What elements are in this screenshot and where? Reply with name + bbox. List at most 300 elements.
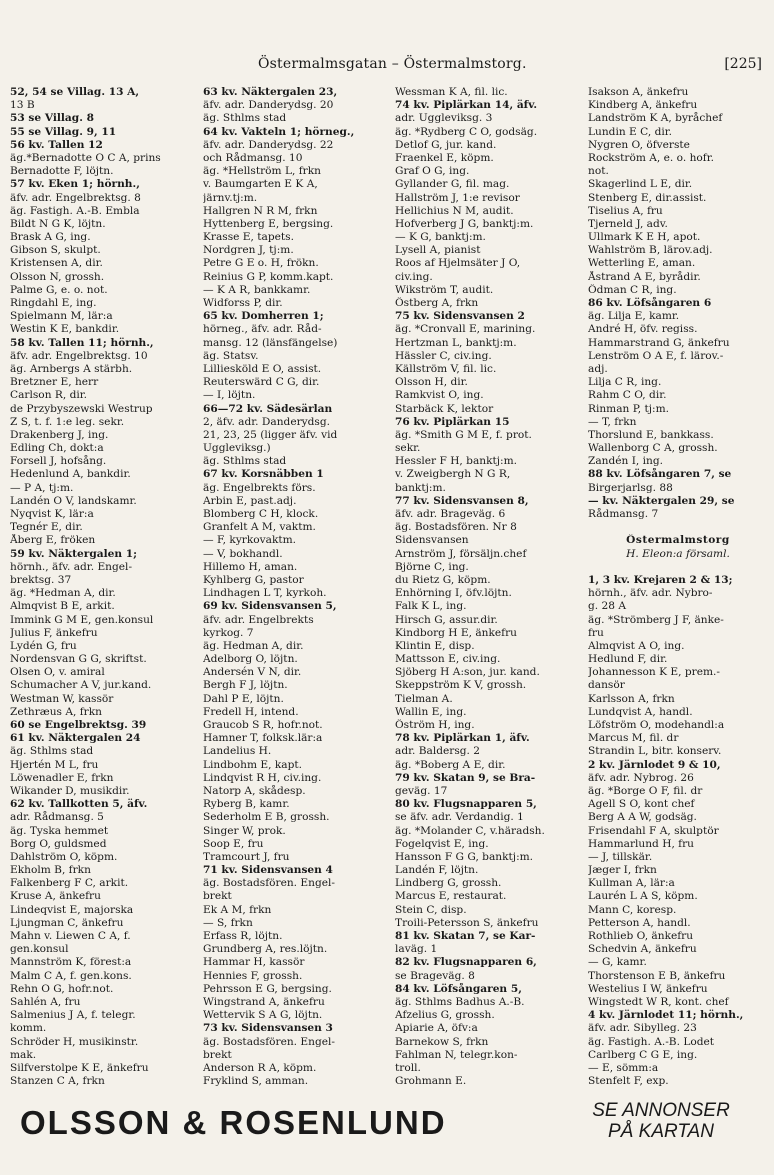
directory-entry-line: Ryberg B, kamr. <box>203 798 290 811</box>
directory-entry-line: äg. *Smith G M E, f. prot. <box>395 428 532 441</box>
directory-entry-line: Ullmark K E H, apot. <box>588 231 701 244</box>
directory-entry-line: Johannesson K E, prem.- <box>588 666 720 679</box>
directory-entry-line: Mannström K, förest:a <box>10 956 132 969</box>
directory-entry-line: äg. Sthlms stad <box>10 745 94 758</box>
directory-entry-line: Schumacher A V, jur.kand. <box>10 679 152 692</box>
directory-entry-line: Westman W, kassör <box>10 692 114 705</box>
directory-entry-line: 80 kv. Flugsnapparen 5, <box>395 798 537 811</box>
directory-entry-line: v. Baumgarten E K A, <box>203 178 318 191</box>
directory-column-2 <box>203 86 383 1088</box>
directory-entry-line: g. 28 A <box>588 600 627 613</box>
directory-entry-line: Uggleviksg.) <box>203 442 271 455</box>
directory-entry-line: Ekholm B, frkn <box>10 864 91 877</box>
directory-entry-line: Hammar H, kassör <box>203 956 305 969</box>
directory-entry-line: Karlsson A, frkn <box>588 692 675 705</box>
directory-entry-line: Z S, t. f. 1:e leg. sekr. <box>10 415 125 428</box>
directory-entry-line: Thorslund E, bankkass. <box>588 428 714 441</box>
directory-entry-line: Agell S O, kont chef <box>588 798 695 811</box>
directory-entry-line: Lysell A, pianist <box>395 244 481 257</box>
directory-entry-line: Lydén G, fru <box>10 639 77 652</box>
directory-entry-line: adr. Baldersg. 2 <box>395 745 481 758</box>
ad-line-2: PÅ KARTAN <box>608 1121 714 1142</box>
directory-entry-line: Mahn v. Liewen C A, f. <box>10 930 131 942</box>
directory-entry-line: Palme G, e. o. not. <box>10 283 108 296</box>
directory-entry-line: Hässler C, civ.ing. <box>395 349 492 362</box>
section-subheading: H. Eleon:a församl. <box>626 547 730 560</box>
directory-entry-line: Landström K A, byråchef <box>588 112 723 125</box>
directory-column-4 <box>588 86 768 1088</box>
directory-entry-line: Nordensvan G G, skriftst. <box>10 653 147 666</box>
directory-entry-line: Malm C A, f. gen.kons. <box>10 969 132 982</box>
directory-entry-line: Borg O, guldsmed <box>10 837 107 850</box>
directory-entry-line: Carlberg C G E, ing. <box>588 1048 698 1061</box>
directory-entry-line: dansör <box>588 679 625 692</box>
directory-entry-line: äg. Bostadsfören. Engel- <box>203 877 335 890</box>
directory-entry-line: 55 se Villag. 9, 11 <box>10 125 117 138</box>
directory-entry-line: v. Zweigbergh N G R, <box>395 468 511 481</box>
directory-entry-line: Julius F, änkefru <box>10 626 98 639</box>
directory-entry-line: — I, löjtn. <box>203 389 256 402</box>
directory-entry-line: Dahl P E, löjtn. <box>203 692 284 705</box>
directory-entry-line: Bildt N G K, löjtn. <box>10 217 106 230</box>
directory-entry-line: Fredell H, intend. <box>203 705 299 718</box>
directory-entry-line: Lenström O A E, f. lärov.- <box>588 349 724 362</box>
directory-entry-line: — E, sömm:a <box>588 1061 659 1074</box>
directory-entry-line: Hennies F, grossh. <box>203 969 303 982</box>
directory-entry-line: äg. Bostadsfören. Nr 8 <box>395 521 517 534</box>
directory-entry-line: Zethræus A, frkn <box>10 705 102 718</box>
directory-entry-line: äg. Fastigh. A.-B. Embla <box>10 204 140 217</box>
directory-entry-line: Frisendahl F A, skulptör <box>588 824 719 837</box>
directory-entry-line: Reinius G P, komm.kapt. <box>203 270 334 283</box>
directory-entry-line: 62 kv. Tallkotten 5, äfv. <box>10 798 148 811</box>
directory-entry-line: Lilja C R, ing. <box>588 376 662 389</box>
directory-entry-line: Roos af Hjelmsäter J O, <box>395 257 521 270</box>
directory-entry-line: fru <box>588 626 604 639</box>
directory-entry-line: 81 kv. Skatan 7, se Kar- <box>395 930 536 942</box>
ad-notice <box>566 1100 756 1142</box>
directory-entry-line: se Brageväg. 8 <box>395 969 475 982</box>
directory-entry-line: Rehn O G, hofr.not. <box>10 982 114 995</box>
page-title: Östermalmsgatan – Östermalmstorg. <box>258 56 527 72</box>
directory-entry-line: äg. Sthlms Badhus A.-B. <box>395 995 525 1008</box>
directory-entry-line: Hansson F G G, banktj:m. <box>395 850 534 863</box>
page-number: [225] <box>724 56 762 72</box>
directory-entry-line: 60 se Engelbrektsg. 39 <box>10 719 147 731</box>
directory-entry-line: troll. <box>395 1061 421 1074</box>
directory-entry-line: Lindeqvist E, majorska <box>10 903 134 916</box>
directory-entry-line: 53 se Villag. 8 <box>10 112 94 125</box>
directory-entry-line: 63 kv. Näktergalen 23, <box>203 86 338 98</box>
directory-entry-line: Lindqvist R H, civ.ing. <box>203 771 322 784</box>
directory-entry-line: 58 kv. Tallen 11; hörnh., <box>10 336 154 349</box>
directory-entry-line: — F, kyrkovaktm. <box>203 534 297 547</box>
directory-entry-line: 64 kv. Vakteln 1; hörneg., <box>203 125 355 138</box>
directory-entry-line: Barnekow S, frkn <box>395 1035 489 1048</box>
directory-entry-line: Wallenborg C A, grossh. <box>588 442 718 455</box>
directory-entry-line: äg. Fastigh. A.-B. Lodet <box>588 1035 715 1048</box>
directory-entry-line: Rinman P, tj:m. <box>588 402 669 415</box>
directory-entry-line: järnv.tj:m. <box>203 191 258 204</box>
directory-entry-line: Wingstedt W R, kont. chef <box>588 995 729 1008</box>
directory-entry-line: äfv. adr. Sibylleg. 23 <box>588 1022 697 1035</box>
directory-entry-line: mak. <box>10 1048 37 1061</box>
directory-entry-line: Kristensen A, dir. <box>10 257 103 270</box>
directory-entry-line: 78 kv. Piplärkan 1, äfv. <box>395 732 530 745</box>
directory-entry-line: Ringdahl E, ing. <box>10 297 97 309</box>
directory-entry-line: Dahlström O, köpm. <box>10 850 118 863</box>
directory-entry-line: Kindberg A, änkefru <box>588 99 698 112</box>
directory-entry-line: äg. *Hedman A, dir. <box>10 587 116 600</box>
directory-entry-line: och Rådmansg. 10 <box>203 151 303 164</box>
directory-entry-line: komm. <box>10 1022 47 1035</box>
directory-entry-line: Sederholm E B, grossh. <box>203 811 330 824</box>
directory-entry-line: äfv. adr. Engelbrekts <box>203 613 314 626</box>
directory-entry-line: sekr. <box>395 442 421 455</box>
directory-entry-line: Granfelt A M, vaktm. <box>203 521 316 534</box>
directory-entry-line: 77 kv. Sidensvansen 8, <box>395 494 529 507</box>
directory-entry-line: Sidensvansen <box>395 534 469 547</box>
directory-entry-line: not. <box>588 165 609 178</box>
directory-entry-line: Singer W, prok. <box>203 824 286 837</box>
directory-entry-line: — K A R, bankkamr. <box>203 283 311 296</box>
directory-entry-line: Hessler F H, banktj:m. <box>395 455 518 468</box>
directory-entry-line: Landelius H. <box>203 745 272 758</box>
directory-entry-line: 79 kv. Skatan 9, se Bra- <box>395 771 536 784</box>
ad-line-1: SE ANNONSER <box>592 1100 730 1121</box>
directory-entry-line: Öström H, ing. <box>395 719 475 731</box>
directory-entry-line: Mattsson E, civ.ing. <box>395 653 501 666</box>
directory-entry-line: Hammarlund H, fru <box>588 837 694 850</box>
directory-entry-line: Björne C, ing. <box>395 560 469 573</box>
directory-entry-line: 69 kv. Sidensvansen 5, <box>203 600 337 613</box>
directory-entry-line: Grundberg A, res.löjtn. <box>203 943 328 956</box>
directory-entry-line: Starbäck K, lektor <box>395 402 494 415</box>
directory-entry-line: Fryklind S, amman. <box>203 1075 309 1088</box>
directory-entry-line: Löwenadler E, frkn <box>10 771 114 784</box>
directory-entry-line: Falk K L, ing. <box>395 600 467 613</box>
brand-banner: OLSSON & ROSENLUND <box>20 1104 447 1141</box>
directory-entry-line: adr. Rådmansg. 5 <box>10 811 104 824</box>
directory-entry-line: Kyhlberg G, pastor <box>203 573 304 586</box>
directory-entry-line: hörneg., äfv. adr. Råd- <box>203 323 322 336</box>
directory-entry-line: Hamner T, folksk.lär:a <box>203 732 323 745</box>
directory-entry-line: Klintin E, disp. <box>395 639 475 652</box>
directory-entry-line: Hellichius N M, audit. <box>395 204 514 217</box>
directory-entry-line: Troili-Petersson S, änkefru <box>395 916 539 929</box>
directory-entry-line: Rothlieb O, änkefru <box>588 930 694 942</box>
directory-entry-line: 76 kv. Piplärkan 15 <box>395 415 510 428</box>
directory-column-1 <box>10 86 190 1088</box>
directory-entry-line: adr. Uggleviksg. 3 <box>395 112 493 125</box>
directory-entry-line: Wingstrand A, änkefru <box>203 995 325 1008</box>
directory-entry-line: Enhörning I, öfv.löjtn. <box>395 587 512 600</box>
page-header <box>0 56 774 78</box>
directory-entry-line: Gyllander G, fil. mag. <box>395 178 510 191</box>
directory-entry-line: Bergh F J, löjtn. <box>203 679 288 692</box>
directory-entry-line: brektsg. 37 <box>10 573 72 586</box>
directory-entry-line: äg. *Molander C, v.häradsh. <box>395 824 545 837</box>
directory-entry-line: 52, 54 se Villag. 13 A, <box>10 86 140 98</box>
directory-entry-line: Åstrand A E, byrådir. <box>588 270 701 283</box>
directory-entry-line: Ljungman C, änkefru <box>10 916 124 929</box>
directory-entry-line: Spielmann M, lär:a <box>10 310 113 323</box>
directory-entry-line: — G, kamr. <box>588 956 647 969</box>
directory-entry-line: civ.ing. <box>395 270 433 283</box>
directory-entry-line: Ödman C R, ing. <box>588 283 677 296</box>
directory-entry-line: Tiselius A, fru <box>588 204 663 217</box>
advertisement-footer <box>0 1100 774 1160</box>
directory-entry-line: 74 kv. Piplärkan 14, äfv. <box>395 99 538 112</box>
directory-entry-line: Blomberg C H, klock. <box>203 508 319 520</box>
directory-entry-line: banktj:m. <box>395 481 446 494</box>
directory-entry-line: Petterson A, handl. <box>588 916 691 929</box>
directory-entry-line: Åberg E, fröken <box>10 534 96 547</box>
directory-entry-line: Immink G M E, gen.konsul <box>10 613 154 626</box>
directory-entry-line: adj. <box>588 362 608 375</box>
directory-entry-line: Wikström T, audit. <box>395 283 494 296</box>
directory-entry-line: Skagerlind L E, dir. <box>588 178 693 191</box>
directory-entry-line: 2 kv. Järnlodet 9 & 10, <box>588 758 721 771</box>
directory-entry-line: 82 kv. Flugsnapparen 6, <box>395 956 537 969</box>
directory-entry-line: Wettervik S A G, löjtn. <box>203 1009 323 1022</box>
directory-entry-line: Anderson R A, köpm. <box>203 1061 317 1074</box>
directory-entry-line: Erfass R, löjtn. <box>203 930 283 942</box>
directory-entry-line: Fogelqvist E, ing. <box>395 837 489 850</box>
directory-entry-line: Thorstenson E B, änkefru <box>588 969 726 982</box>
directory-entry-line: 65 kv. Domherren 1; <box>203 310 324 323</box>
directory-entry-line: Reuterswärd C G, dir. <box>203 376 320 389</box>
directory-entry-line: äg. Arnbergs A stärbh. <box>10 362 133 375</box>
directory-entry-line: Almqvist B E, arkit. <box>10 600 115 613</box>
directory-entry-line: äg. Sthlms stad <box>203 112 287 125</box>
directory-entry-line: — V, bokhandl. <box>203 547 283 560</box>
directory-entry-line: Olsen O, v. amiral <box>10 666 105 679</box>
directory-entry-line: de Przybyszewski Westrup <box>10 402 153 415</box>
directory-entry-line: Bretzner E, herr <box>10 376 99 389</box>
directory-entry-line: Hertzman L, banktj:m. <box>395 336 517 349</box>
directory-entry-line: 61 kv. Näktergalen 24 <box>10 732 141 745</box>
directory-entry-line: äg. Sthlms stad <box>203 455 287 468</box>
directory-entry-line: Grohmann E. <box>395 1075 467 1088</box>
directory-entry-line: geväg. 17 <box>395 784 448 797</box>
directory-entry-line: Kindborg H E, änkefru <box>395 626 517 639</box>
directory-entry-line: Hallgren N R M, frkn <box>203 204 318 217</box>
directory-entry-line: Stenfelt F, exp. <box>588 1075 669 1088</box>
directory-entry-line: äg. Statsv. <box>203 349 259 362</box>
directory-entry-line: Forsell J, hofsång. <box>10 455 107 468</box>
directory-entry-line: Hirsch G, assur.dir. <box>395 613 498 626</box>
directory-entry-line: äg. Tyska hemmet <box>10 824 109 837</box>
directory-entry-line: 1, 3 kv. Krejaren 2 & 13; <box>588 573 733 586</box>
directory-entry-line: 13 B <box>10 99 35 112</box>
directory-entry-line: Krasse E, tapets. <box>203 231 294 244</box>
directory-entry-line: Källström V, fil. lic. <box>395 362 497 375</box>
directory-entry-line: Skeppström K V, grossh. <box>395 679 527 692</box>
directory-entry-line: äg. Engelbrekts förs. <box>203 481 316 494</box>
directory-entry-line: — K G, banktj:m. <box>395 231 486 244</box>
directory-column-3 <box>395 86 575 1088</box>
directory-entry-line: Wessman K A, fil. lic. <box>395 86 508 98</box>
directory-entry-line: Tegnér E, dir. <box>10 521 83 534</box>
directory-entry-line: äg. *Strömberg J F, änke- <box>588 613 724 626</box>
directory-entry-line: Nordgren J, tj:m. <box>203 244 294 257</box>
directory-entry-line: du Rietz G, köpm. <box>395 573 491 586</box>
directory-entry-line: Nyqvist K, lär:a <box>10 508 94 520</box>
directory-entry-line: äfv. adr. Nybrog. 26 <box>588 771 694 784</box>
directory-entry-line: 84 kv. Löfsångaren 5, <box>395 982 522 995</box>
directory-entry-line: Birgerjarlsg. 88 <box>588 481 673 494</box>
directory-entry-line: 66—72 kv. Sädesärlan <box>203 402 333 415</box>
directory-entry-line: Hedlund F, dir. <box>588 653 668 666</box>
directory-entry-line: Graf O G, ing. <box>395 165 470 178</box>
directory-entry-line: Sahlén A, fru <box>10 995 81 1008</box>
directory-entry-line: äfv. adr. Danderydsg. 20 <box>203 99 334 112</box>
directory-entry-line: äg. *Rydberg C O, godsäg. <box>395 125 538 138</box>
directory-entry-line: Wikander D, musikdir. <box>10 784 130 797</box>
directory-entry-line: Lundin E C, dir. <box>588 125 673 138</box>
directory-entry-line: Bernadotte F, löjtn. <box>10 165 114 178</box>
directory-entry-line: hörnh., äfv. adr. Nybro- <box>588 587 713 600</box>
directory-entry-line: Zandén I, ing. <box>588 455 664 468</box>
directory-entry-line: — P A, tj:m. <box>10 481 74 494</box>
directory-entry-line: Afzelius G, grossh. <box>395 1009 495 1022</box>
directory-entry-line: — kv. Näktergalen 29, se <box>588 494 735 507</box>
directory-entry-line: brekt <box>203 890 232 903</box>
directory-entry-line: Hjertén M L, fru <box>10 758 99 771</box>
directory-entry-line: André H, öfv. regiss. <box>588 323 698 336</box>
directory-entry-line: Silfverstolpe K E, änkefru <box>10 1061 149 1074</box>
directory-entry-line: Lindhagen L T, kyrkoh. <box>203 587 327 600</box>
directory-entry-line: Landén O V, landskamr. <box>10 494 137 507</box>
directory-entry-line: Lundqvist A, handl. <box>588 705 693 718</box>
directory-entry-line: Tjerneld J, adv. <box>588 217 668 230</box>
directory-entry-line: äg. *Cronvall E, marining. <box>395 323 536 336</box>
directory-entry-line: 88 kv. Löfsångaren 7, se <box>588 468 732 481</box>
directory-entry-line: äg.*Bernadotte O C A, prins <box>10 151 161 164</box>
directory-entry-line: äg. Lilja E, kamr. <box>588 310 680 323</box>
directory-entry-line: Kruse A, änkefru <box>10 890 101 903</box>
directory-entry-line: Rahm C O, dir. <box>588 389 667 402</box>
directory-entry-line: 75 kv. Sidensvansen 2 <box>395 310 525 323</box>
directory-entry-line: Stenberg E, dir.assist. <box>588 191 707 204</box>
directory-entry-line: Natorp A, skådesp. <box>203 784 306 797</box>
directory-entry-line: — T, frkn <box>588 415 637 428</box>
directory-entry-line: Adelborg O, löjtn. <box>203 653 298 666</box>
directory-entry-line: Hofverberg J G, banktj:m. <box>395 217 534 230</box>
directory-entry-line: Ramkvist O, ing. <box>395 389 484 402</box>
directory-entry-line: Gibson S, skulpt. <box>10 244 101 257</box>
directory-entry-line: Rockström A, e. o. hofr. <box>588 151 714 164</box>
directory-entry-line: Arnström J, försäljn.chef <box>395 547 527 560</box>
directory-entry-line: Wallin E, ing. <box>395 705 467 718</box>
directory-entry-line: Hillemo H, aman. <box>203 560 298 573</box>
directory-entry-line: Schedvin A, änkefru <box>588 943 697 956</box>
directory-entry-line: Strandin L, bitr. konserv. <box>588 745 722 758</box>
directory-entry-line: Berg A A W, godsäg. <box>588 811 697 824</box>
directory-entry-line: se äfv. adr. Verdandig. 1 <box>395 811 524 824</box>
directory-entry-line: Fraenkel E, köpm. <box>395 151 494 164</box>
directory-entry-line: Tramcourt J, fru <box>203 850 290 863</box>
directory-entry-line: Lilliesköld E O, assist. <box>203 362 322 375</box>
directory-entry-line: äfv. adr. Engelbrektsg. 10 <box>10 349 148 362</box>
directory-entry-line: 71 kv. Sidensvansen 4 <box>203 864 333 877</box>
directory-entry-line: gen.konsul <box>10 943 69 956</box>
directory-entry-line: kyrkog. 7 <box>203 626 254 639</box>
directory-entry-line: Tielman A. <box>395 692 453 705</box>
directory-entry-line: brekt <box>203 1048 232 1061</box>
directory-entry-line: Falkenberg F C, arkit. <box>10 877 129 890</box>
directory-entry-line: Rådmansg. 7 <box>588 508 659 520</box>
directory-entry-line: Andersén V N, dir. <box>203 666 302 679</box>
directory-entry-line: äfv. adr. Danderydsg. 22 <box>203 138 334 151</box>
directory-entry-line: äg. Bostadsfören. Engel- <box>203 1035 335 1048</box>
directory-entry-line: Detlof G, jur. kand. <box>395 138 497 151</box>
section-heading: Östermalmstorg <box>626 534 730 547</box>
directory-entry-line: Sjöberg H A:son, jur. kand. <box>395 666 540 679</box>
directory-entry-line: Almqvist A O, ing. <box>588 639 685 652</box>
directory-entry-line: Wetterling E, aman. <box>588 257 696 270</box>
directory-entry-line: Jæger I, frkn <box>588 864 657 877</box>
directory-entry-line: 73 kv. Sidensvansen 3 <box>203 1022 333 1035</box>
directory-entry-line <box>588 521 768 534</box>
directory-entry-line: hörnh., äfv. adr. Engel- <box>10 560 133 573</box>
directory-entry-line: äg. *Boberg A E, dir. <box>395 758 506 771</box>
directory-entry-line: Schröder H, musikinstr. <box>10 1035 139 1048</box>
directory-entry-line: Carlson R, dir. <box>10 389 88 402</box>
directory-entry-line: Ek A M, frkn <box>203 903 272 916</box>
directory-entry-line: Edling Ch, dokt:a <box>10 442 104 455</box>
directory-entry-line: äg. Hedman A, dir. <box>203 639 304 652</box>
directory-entry-line: Wahlström B, lärov.adj. <box>588 244 713 257</box>
directory-entry-line: 21, 23, 25 (ligger äfv. vid <box>203 428 338 441</box>
directory-entry-line: mansg. 12 (länsfängelse) <box>203 336 338 349</box>
directory-entry-line: laväg. 1 <box>395 943 438 956</box>
directory-entry-line: Brask A G, ing. <box>10 231 91 244</box>
directory-entry-line: Westin K E, bankdir. <box>10 323 120 336</box>
directory-entry-line: 57 kv. Eken 1; hörnh., <box>10 178 140 191</box>
directory-entry-line: Hammarstrand G, änkefru <box>588 336 730 349</box>
directory-entry-line: äg. *Borge O F, fil. dr <box>588 784 703 797</box>
directory-entry-line: 4 kv. Järnlodet 11; hörnh., <box>588 1009 744 1022</box>
directory-entry-line: Marcus M, fil. dr <box>588 732 679 745</box>
directory-entry-line: Fahlman N, telegr.kon- <box>395 1048 518 1061</box>
directory-entry-line <box>588 561 768 574</box>
directory-entry-line: Mann C, koresp. <box>588 903 677 916</box>
directory-entry-line: 59 kv. Näktergalen 1; <box>10 547 138 560</box>
directory-entry-line: Lindberg G, grossh. <box>395 877 502 890</box>
directory-entry-line: 86 kv. Löfsångaren 6 <box>588 297 712 309</box>
directory-entry-line: Laurén L A S, köpm. <box>588 890 698 903</box>
directory-entry-line: 2, äfv. adr. Danderydsg. <box>203 415 331 428</box>
directory-entry-line: 67 kv. Korsnäbben 1 <box>203 468 324 481</box>
directory-entry-line: Stein C, disp. <box>395 903 467 916</box>
directory-entry-line: äfv. adr. Brageväg. 6 <box>395 508 506 520</box>
directory-entry-line: Hedenlund A, bankdir. <box>10 468 131 481</box>
directory-entry-line: Olsson N, grossh. <box>10 270 105 283</box>
directory-entry-line: Hyttenberg E, bergsing. <box>203 217 334 230</box>
directory-entry-line: Westelius I W, änkefru <box>588 982 708 995</box>
directory-entry-line: Soop E, fru <box>203 837 264 850</box>
directory-entry-line: 56 kv. Tallen 12 <box>10 138 103 151</box>
directory-entry-line: Stanzen C A, frkn <box>10 1075 105 1088</box>
directory-entry-line: Marcus E, restaurat. <box>395 890 507 903</box>
directory-entry-line: äg. *Hellström L, frkn <box>203 165 321 178</box>
directory-entry-line: Nygren O, öfverste <box>588 138 690 151</box>
directory-entry-line: äfv. adr. Engelbrektsg. 8 <box>10 191 141 204</box>
directory-entry-line: Löfström O, modehandl:a <box>588 719 725 731</box>
directory-entry-line: Salmenius J A, f. telegr. <box>10 1009 136 1022</box>
